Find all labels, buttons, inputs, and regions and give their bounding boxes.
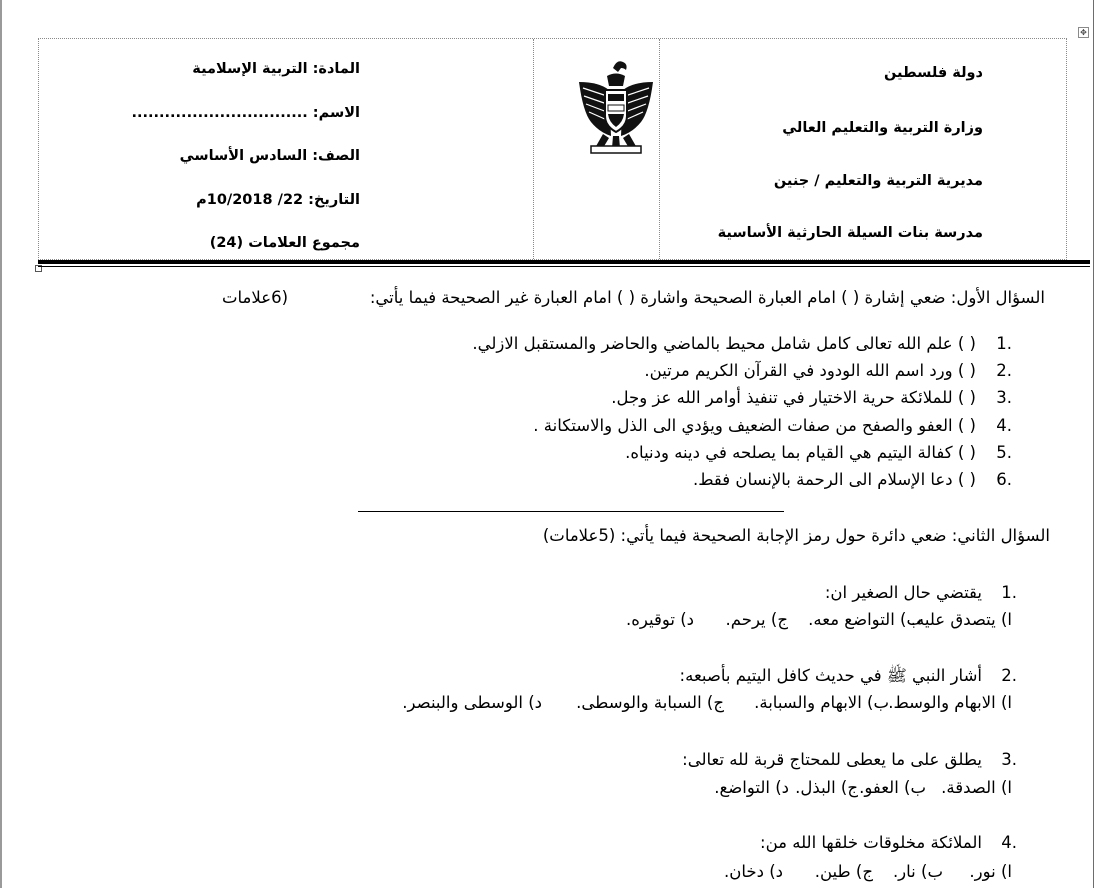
q1-item-number: .6	[996, 470, 1012, 489]
header-name-field: الاسم: ................................	[131, 105, 360, 121]
q1-item-text: ( ) للملائكة حرية الاختيار في تنفيذ أوامر الله عز وجل.	[611, 388, 976, 407]
q2-number: .1	[1001, 583, 1017, 602]
q1-item-2: ورد اسم الله الودود في القرآن الكريم مرتين.	[644, 361, 953, 380]
q2-option: ا) الصدقة.	[941, 778, 1012, 797]
q2-option: ج) السبابة والوسطى.	[576, 693, 724, 712]
q2-stem-2: أشار النبي ﷺ في حديث كافل اليتيم بأصبعه:	[679, 666, 982, 685]
q1-item-text: ( ) علم الله تعالى كامل شامل محيط بالماضي والحاضر والمستقبل الازلي.	[472, 334, 976, 353]
q1-item-6: دعا الإسلام الى الرحمة بالإنسان فقط.	[693, 470, 953, 489]
q2-title: السؤال الثاني: ضعي دائرة حول رمز الإجابة الصحيحة فيما يأتي: (5علامات)	[542, 526, 1050, 545]
q2-option: ب) نار.	[892, 862, 943, 881]
header-total-marks: مجموع العلامات (24)	[209, 235, 360, 251]
q2-option: ا) الابهام والوسط.	[888, 693, 1012, 712]
header-ministry: وزارة التربية والتعليم العالي	[782, 120, 983, 136]
q1-item-3: للملائكة حرية الاختيار في تنفيذ أوامر الله عز وجل.	[611, 388, 953, 407]
palestine-emblem-icon	[573, 56, 659, 158]
q2-number: .4	[1001, 833, 1017, 852]
q2-stem-4: الملائكة مخلوقات خلقها الله من:	[760, 833, 982, 852]
header-country: دولة فلسطين	[883, 65, 983, 81]
header-rule-thin	[38, 266, 1090, 267]
q2-option: ج) طين.	[814, 862, 873, 881]
page-edge-right	[1093, 0, 1094, 888]
table-move-handle-icon[interactable]: ✥	[1078, 27, 1089, 38]
q1-title: السؤال الأول: ضعي إشارة ( ) امام العبارة الصحيحة واشارة ( ) امام العبارة غير الصحيحة فيما يأتي:	[369, 288, 1045, 307]
q1-item-number: .5	[996, 443, 1012, 462]
q2-stem-3: يطلق على ما يعطى للمحتاج قربة لله تعالى:	[682, 750, 982, 769]
q1-item-1: علم الله تعالى كامل شامل محيط بالماضي والحاضر والمستقبل الازلي.	[472, 334, 953, 353]
q1-item-4: العفو والصفح من صفات الضعيف ويؤدي الى الذل والاستكانة .	[533, 416, 953, 435]
q1-item-number: .4	[996, 416, 1012, 435]
header-directorate: مديرية التربية والتعليم / جنين	[773, 173, 983, 189]
q2-option: ب) العفو.	[859, 778, 926, 797]
q2-option: د) دخان.	[724, 862, 783, 881]
q2-option: ج) يرحم.	[725, 610, 788, 629]
q2-number: .2	[1001, 666, 1017, 685]
q2-number: .3	[1001, 750, 1017, 769]
header-subject: المادة: التربية الإسلامية	[192, 61, 360, 77]
q1-item-text: ( ) ورد اسم الله الودود في القرآن الكريم مرتين.	[644, 361, 976, 380]
header-column-divider	[533, 39, 534, 259]
q1-item-text: ( ) دعا الإسلام الى الرحمة بالإنسان فقط.	[693, 470, 976, 489]
q1-item-5: كفالة اليتيم هي القيام بما يصلحه في دينه ودنياه.	[625, 443, 953, 462]
header-column-divider	[659, 39, 660, 259]
q1-item-text: ( ) كفالة اليتيم هي القيام بما يصلحه في دينه ودنياه.	[625, 443, 976, 462]
q1-item-number: .2	[996, 361, 1012, 380]
q1-item-number: .3	[996, 388, 1012, 407]
q1-marks: (6علامات	[222, 288, 289, 307]
q2-option: د) توقيره.	[625, 610, 694, 629]
q2-option: د) التواضع.	[714, 778, 789, 797]
header-grade: الصف: السادس الأساسي	[179, 148, 360, 164]
q2-option: ج) البذل.	[795, 778, 858, 797]
q2-stem-1: يقتضي حال الصغير ان:	[824, 583, 982, 602]
q2-option: ب) الابهام والسبابة.	[754, 693, 889, 712]
header-school: مدرسة بنات السيلة الحارثية الأساسية	[717, 225, 983, 241]
q2-option: ا) نور.	[969, 862, 1012, 881]
q2-option: ا) يتصدق عليه.	[910, 610, 1012, 629]
page-edge-left	[0, 0, 2, 888]
section-separator	[358, 511, 784, 512]
q2-option: د) الوسطى والبنصر.	[402, 693, 542, 712]
header-date: التاريخ: 22/ 10/2018م	[196, 192, 360, 208]
q1-item-number: .1	[996, 334, 1012, 353]
q1-item-text: ( ) العفو والصفح من صفات الضعيف ويؤدي الى الذل والاستكانة .	[533, 416, 976, 435]
q2-option: ب) التواضع معه.	[808, 610, 922, 629]
header-rule-thick	[38, 260, 1090, 264]
